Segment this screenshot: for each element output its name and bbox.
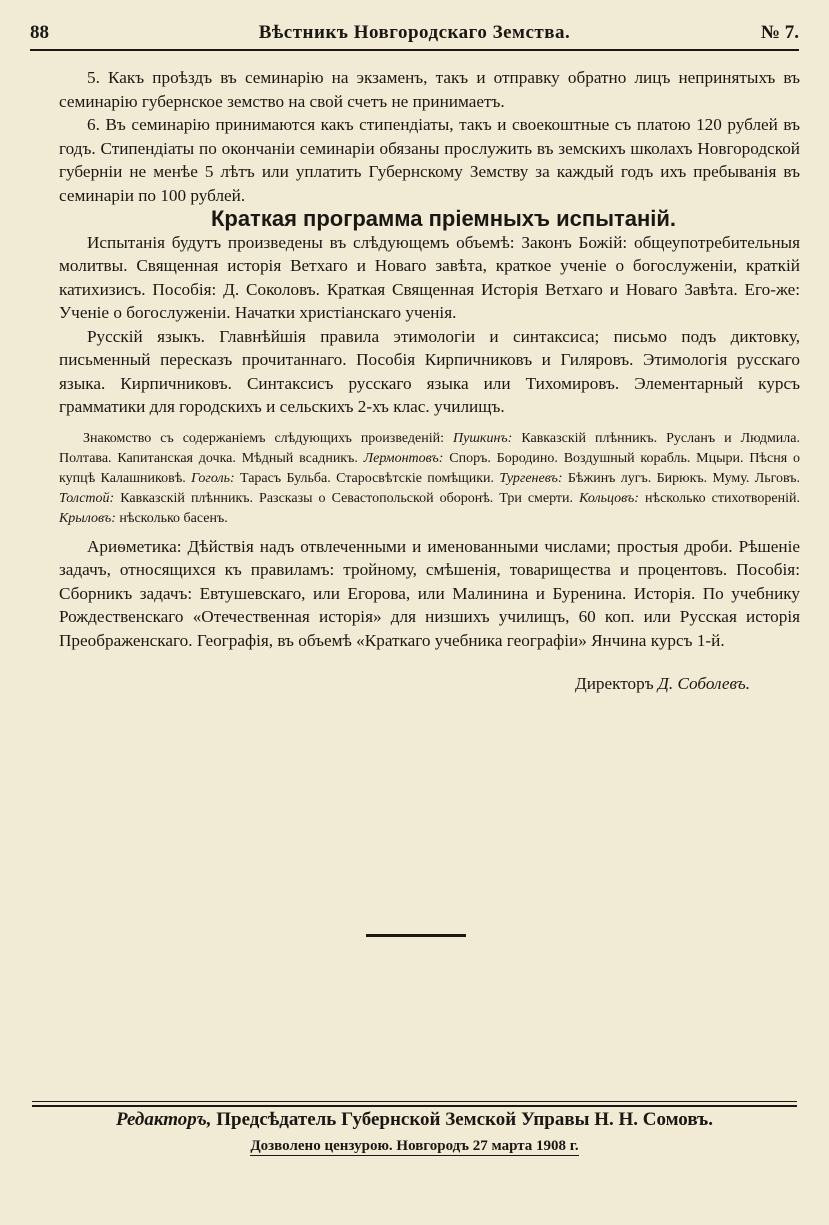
editor-label: Редакторъ, (116, 1109, 212, 1130)
journal-title: Вѣстникъ Новгородскаго Земства. (258, 22, 571, 43)
paragraph-5: 5. Какъ проѣздъ въ семинарію на экзаменъ, такъ и отправку обратно лицъ непринятыхъ въ семинарію губернское земство на свой счетъ не принимаетъ. (59, 68, 800, 111)
author-gogol: Гоголь: (191, 470, 235, 486)
signature-name: Д. Соболевъ. (657, 674, 750, 693)
works-lermontov: Споръ. Бородино. Воздушный корабль. Мцыри. Пѣсня о купцѣ Калашниковѣ. (59, 450, 800, 486)
works-gogol: Тарасъ Бульба. Старосвѣтскіе помѣщики. (234, 470, 500, 486)
main-text (59, 66, 800, 696)
footer-rule-thin (32, 1101, 797, 1102)
paragraph-russian: Русскій языкъ. Главнѣйшія правила этимологіи и синтаксиса; письмо подъ диктовку, письменный пересказъ прочитаннаго. Пособія Кирпичниковъ и Гиляровъ. Этимологія русскаго языка. Кирпичниковъ. Синтаксисъ русскаго языка или Тихомировъ. Элементарный курсъ грамматики для городскихъ и сельскихъ 2-хъ клас. училищъ. (59, 326, 800, 416)
page-number: 88 (30, 22, 49, 43)
issue-number: № 7. (760, 22, 799, 43)
author-turgenev: Тургеневъ: (499, 470, 563, 486)
author-lermontov: Лермонтовъ: (363, 450, 444, 466)
works-koltsov: нѣсколько стихотвореній. (638, 490, 800, 506)
literature-paragraph (59, 429, 800, 529)
author-pushkin: Пушкинъ: (453, 430, 513, 446)
author-tolstoy: Толстой: (59, 490, 115, 506)
page-header (30, 22, 799, 48)
author-koltsov: Кольцовъ: (579, 490, 639, 506)
works-turgenev: Бѣжинъ лугъ. Бирюкъ. Муму. Льговъ. (562, 470, 800, 486)
paragraph-arithmetic: Ариѳметика: Дѣйствія надъ отвлеченными и именованными числами; простыя дроби. Рѣшеніе задачъ, относящихся къ правиламъ: тройному, смѣшенія, товарищества и процентовъ. Пособія: Сборникъ задачъ: Евтушевскаго, или Егорова, или Малинина и Буренина. Исторія. По учебнику Рождественскаго «Отечественная исторія» для низшихъ училищъ, 60 коп. или Русская исторія Преображенскаго. Географія, въ объемѣ «Краткаго учебника географіи» Янчина курсъ 1-й. (59, 536, 800, 650)
works-pushkin: Кавказскій плѣнникъ. Русланъ и Людмила. Полтава. Капитанская дочка. Мѣдный всадникъ. (59, 430, 800, 466)
literature-intro: Знакомство съ содержаніемъ слѣдующихъ произведеній: (83, 430, 453, 446)
editor-line (32, 1109, 797, 1131)
footer-rule-thick (32, 1105, 797, 1107)
signature (59, 672, 800, 696)
censorship-text: Дозволено цензурою. Новгородъ 27 марта 1908 г. (250, 1138, 579, 1154)
section-heading: Краткая программа пріемныхъ испытаній. (210, 206, 677, 231)
literature-note (59, 429, 800, 529)
author-krylov: Крыловъ: (59, 510, 116, 526)
works-tolstoy: Кавказскій плѣнникъ. Разсказы о Севастопольской оборонѣ. Три смерти. (114, 490, 580, 506)
section-divider (366, 934, 466, 937)
works-krylov: нѣсколько басенъ. (115, 510, 228, 526)
paragraph-6: 6. Въ семинарію принимаются какъ стипендіаты, такъ и своекоштные съ платою 120 рублей въ годъ. Стипендіаты по окончаніи семинаріи обязаны прослужить въ земскихъ школахъ Новгородской губерніи не менѣе 5 лѣтъ или уплатить Губернскому Земству за каждый годъ ихъ пребыванія въ семинаріи по 100 рублей. (59, 115, 800, 205)
signature-role: Директоръ (574, 674, 658, 693)
header-rule (30, 49, 799, 51)
paragraph-law: Испытанія будутъ произведены въ слѣдующемъ объемѣ: Законъ Божій: общеупотребительныя молитвы. Священная исторія Ветхаго и Новаго завѣта, краткое ученіе о богослуженіи, краткій катихизисъ. Пособія: Д. Соколовъ. Краткая Священная Исторія Ветхаго и Новаго Завѣта. Его-же: Ученіе о богослуженіи. Начатки христіанскаго ученія. (59, 232, 800, 322)
editor-text: Предсѣдатель Губернской Земской Управы Н. Н. Сомовъ. (211, 1109, 713, 1130)
censorship-line (32, 1138, 797, 1155)
